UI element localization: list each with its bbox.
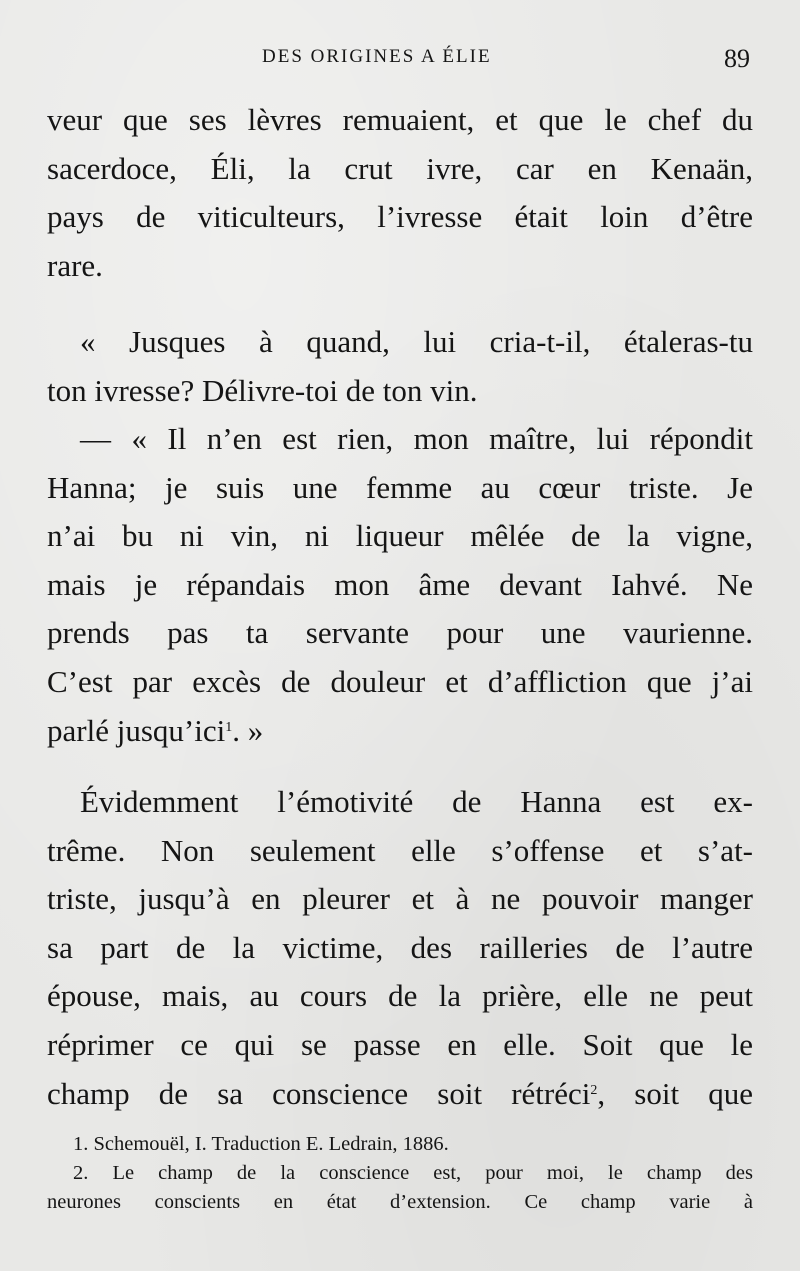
text-line: réprimer ce qui se passe en elle. Soit que le [47, 1026, 753, 1062]
paragraph-1 [47, 96, 753, 290]
page-number: 89 [724, 44, 750, 73]
footnote-ref-2: 2 [590, 1082, 598, 1098]
text-line: sacerdoce, Éli, la crut ivre, car en Kenaän, [47, 150, 753, 186]
text-line: — « Il n’en est rien, mon maître, lui répondit [80, 421, 753, 456]
text-line: pays de viticulteurs, l’ivresse était loin d’être [47, 199, 753, 235]
text-line: C’est par excès de douleur et d’affliction que j’ai [47, 663, 753, 699]
paragraph-2 [47, 318, 753, 415]
text-line: prends pas ta servante pour une vaurienne. [47, 615, 753, 651]
footnote-ref-1: 1 [225, 719, 233, 735]
footnote-2: 2. Le champ de la conscience est, pour moi, le champ des [73, 1162, 753, 1184]
page-header [0, 36, 800, 82]
text-line: sa part de la victime, des railleries de l’autre [47, 929, 753, 965]
line-tail: , soit que [597, 1075, 753, 1111]
paragraph-4 [47, 778, 753, 1118]
text-line [47, 1070, 753, 1119]
text-line: ton ivresse? Délivre-toi de ton vin. [47, 372, 478, 408]
text-line: épouse, mais, au cours de la prière, elle ne peut [47, 978, 753, 1014]
text-line: rare. [47, 247, 103, 283]
text-line: Hanna; je suis une femme au cœur triste. Je [47, 469, 753, 505]
text-line: veur que ses lèvres remuaient, et que le chef du [47, 102, 753, 137]
line-tail: . » [232, 712, 264, 748]
running-head: DES ORIGINES A ÉLIE [262, 46, 492, 67]
text-line: « Jusques à quand, lui cria-t-il, étaleras-tu [80, 324, 753, 359]
footnote-1: 1. Schemouël, I. Traduction E. Ledrain, 1886. [73, 1133, 449, 1155]
line-text: parlé jusqu’ici [47, 712, 226, 748]
text-line: triste, jusqu’à en pleurer et à ne pouvoir manger [47, 881, 753, 917]
text-line: Évidemment l’émotivité de Hanna est ex- [80, 784, 753, 819]
text-line [47, 707, 753, 756]
footnote-2-continued: neurones conscients en état d’extension. Ce champ varie à [47, 1191, 753, 1213]
paragraph-3 [47, 415, 753, 755]
line-text: champ de sa conscience soit rétréci [47, 1075, 591, 1111]
text-line: n’ai bu ni vin, ni liqueur mêlée de la vigne, [47, 518, 753, 554]
footnotes [47, 1130, 753, 1217]
text-line: trême. Non seulement elle s’offense et s’at- [47, 832, 753, 868]
text-line: mais je répandais mon âme devant Iahvé. Ne [47, 566, 753, 602]
